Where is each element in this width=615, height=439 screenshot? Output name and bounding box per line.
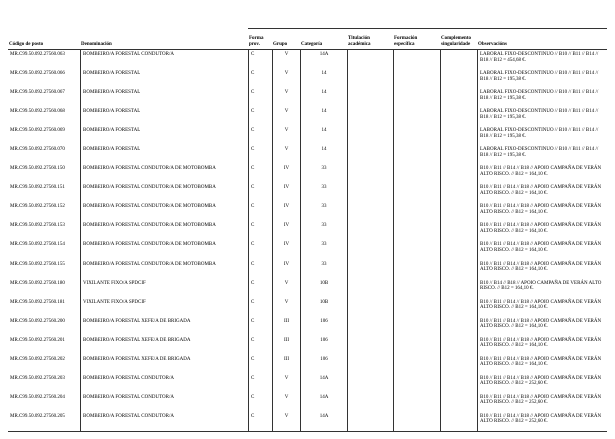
cell-complemento-singularidade [440, 107, 477, 126]
cell-grupo: V [272, 50, 300, 69]
cell-formacion-especifica [393, 221, 440, 240]
column-header-forma-prov [248, 28, 272, 49]
cell-observacions: LABORAL FIXO-DESCONTINUO // B10 // B11 // B14 // B18 // B12 = 195,38 €. [477, 88, 607, 107]
cell-codigo-de-posto: MR.C99.50.092.27560.200 [10, 318, 65, 324]
cell-forma-prov: C [248, 183, 272, 202]
cell-categoria: 10B [300, 279, 347, 298]
cell-formacion-especifica [393, 279, 440, 298]
cell-forma-prov: C [248, 202, 272, 221]
cell-observacions: LABORAL FIXO-DESCONTINUO // B10 // B11 // B14 // B18 // B12 = 195,38 €. [477, 126, 607, 145]
cell-titulacion-academica [347, 240, 393, 259]
cell-complemento-singularidade [440, 279, 477, 298]
cell-denominacion: BOMBEIRO/A FORESTAL [80, 126, 248, 145]
table-row [8, 393, 607, 412]
cell-observacions: B10 // B11 // B14 // B18 // APOIO CAMPAÑA DE VERÁN ALTO RISCO. // B12 = 252,60 €. [477, 374, 607, 393]
cell-denominacion: BOMBEIRO/A FORESTAL XEFE/A DE BRIGADA [80, 355, 248, 374]
cell-codigo-de-posto: MR.C99.50.092.27560.154 [10, 242, 65, 248]
cell-formacion-especifica [393, 240, 440, 259]
cell-titulacion-academica [347, 412, 393, 431]
cell-codigo-de-posto: MR.C99.50.092.27560.181 [10, 299, 65, 305]
cell-categoria: 33 [300, 240, 347, 259]
cell-formacion-especifica [393, 69, 440, 88]
cell-observacions: LABORAL FIXO-DESCONTINUO // B10 // B11 // B14 // B18 // B12 = 195,38 €. [477, 107, 607, 126]
cell-titulacion-academica [347, 317, 393, 336]
cell-grupo: III [272, 336, 300, 355]
cell-formacion-especifica [393, 50, 440, 69]
table-row [8, 88, 607, 107]
cell-forma-prov: C [248, 336, 272, 355]
cell-denominacion: BOMBEIRO/A FORESTAL CONDUTOR/A DE MOTOBOMBA [80, 202, 248, 221]
table-row [8, 50, 607, 69]
cell-formacion-especifica [393, 126, 440, 145]
cell-titulacion-academica [347, 260, 393, 279]
cell-denominacion: BOMBEIRO/A FORESTAL CONDUTOR/A [80, 412, 248, 431]
cell-codigo-de-posto: MR.C99.50.092.27560.070 [10, 147, 65, 153]
cell-forma-prov: C [248, 260, 272, 279]
cell-denominacion: BOMBEIRO/A FORESTAL XEFE/A DE BRIGADA [80, 336, 248, 355]
cell-denominacion: BOMBEIRO/A FORESTAL CONDUTOR/A [80, 50, 248, 69]
cell-grupo: V [272, 107, 300, 126]
cell-observacions: B10 // B11 // B14 // B18 // APOIO CAMPAÑA DE VERÁN ALTO RISCO. // B12 = 164,10 €. [477, 298, 607, 317]
cell-complemento-singularidade [440, 240, 477, 259]
cell-grupo: V [272, 145, 300, 164]
cell-codigo-de-posto: MR.C99.50.092.27560.153 [10, 223, 65, 229]
table-row [8, 374, 607, 393]
cell-categoria: 14 [300, 145, 347, 164]
cell-titulacion-academica [347, 183, 393, 202]
cell-complemento-singularidade [440, 298, 477, 317]
cell-complemento-singularidade [440, 50, 477, 69]
cell-formacion-especifica [393, 393, 440, 412]
cell-grupo: IV [272, 183, 300, 202]
cell-denominacion: BOMBEIRO/A FORESTAL CONDUTOR/A [80, 374, 248, 393]
cell-complemento-singularidade [440, 88, 477, 107]
cell-categoria: 33 [300, 164, 347, 183]
cell-forma-prov: C [248, 298, 272, 317]
cell-complemento-singularidade [440, 336, 477, 355]
cell-categoria: 33 [300, 183, 347, 202]
cell-titulacion-academica [347, 164, 393, 183]
cell-denominacion: BOMBEIRO/A FORESTAL [80, 145, 248, 164]
column-header-titulacion-academica [347, 28, 393, 49]
cell-categoria: 14A [300, 50, 347, 69]
cell-grupo: III [272, 317, 300, 336]
cell-observacions: B10 // B11 // B14 // B18 // APOIO CAMPAÑA DE VERÁN ALTO RISCO. // B12 = 164,10 €. [477, 336, 607, 355]
cell-codigo-de-posto: MR.C99.50.092.27560.069 [10, 128, 65, 134]
cell-formacion-especifica [393, 412, 440, 431]
cell-categoria: 33 [300, 202, 347, 221]
cell-denominacion: BOMBEIRO/A FORESTAL CONDUTOR/A DE MOTOBOMBA [80, 164, 248, 183]
cell-complemento-singularidade [440, 145, 477, 164]
cell-titulacion-academica [347, 50, 393, 69]
table-row [8, 260, 607, 279]
cell-titulacion-academica [347, 107, 393, 126]
cell-formacion-especifica [393, 317, 440, 336]
cell-codigo-de-posto: MR.C99.50.092.27560.155 [10, 261, 65, 267]
cell-complemento-singularidade [440, 202, 477, 221]
cell-forma-prov: C [248, 317, 272, 336]
cell-formacion-especifica [393, 88, 440, 107]
cell-formacion-especifica [393, 355, 440, 374]
column-header-label: Categoría [301, 42, 323, 47]
cell-forma-prov: C [248, 88, 272, 107]
cell-categoria: 14A [300, 374, 347, 393]
table-row [8, 145, 607, 164]
cell-complemento-singularidade [440, 260, 477, 279]
cell-forma-prov: C [248, 50, 272, 69]
cell-formacion-especifica [393, 183, 440, 202]
cell-formacion-especifica [393, 145, 440, 164]
table-header-row [8, 28, 607, 50]
cell-codigo-de-posto: MR.C99.50.092.27560.202 [10, 356, 65, 362]
cell-complemento-singularidade [440, 183, 477, 202]
cell-observacions: B10 // B11 // B14 // B18 // APOIO CAMPAÑA DE VERÁN ALTO RISCO. // B12 = 252,60 €. [477, 412, 607, 431]
cell-titulacion-academica [347, 279, 393, 298]
column-header-label: Grupo [273, 42, 288, 47]
cell-codigo-de-posto: MR.C99.50.092.27560.201 [10, 337, 65, 343]
table-row [8, 221, 607, 240]
cell-observacions: B10 // B11 // B14 // B18 // APOIO CAMPAÑA DE VERÁN ALTO RISCO. // B12 = 164,10 €. [477, 240, 607, 259]
cell-formacion-especifica [393, 202, 440, 221]
cell-forma-prov: C [248, 412, 272, 431]
cell-formacion-especifica [393, 260, 440, 279]
cell-titulacion-academica [347, 69, 393, 88]
cell-observacions: B10 // B11 // B14 // B18 // APOIO CAMPAÑA DE VERÁN ALTO RISCO. // B12 = 164,10 €. [477, 164, 607, 183]
column-header-categoria [300, 28, 347, 49]
column-header-label: Observacións [478, 42, 507, 47]
cell-grupo: V [272, 393, 300, 412]
cell-complemento-singularidade [440, 355, 477, 374]
cell-titulacion-academica [347, 88, 393, 107]
cell-denominacion: VIXILANTE FIXO/A SPDCIF [80, 298, 248, 317]
cell-grupo: IV [272, 221, 300, 240]
posts-table [8, 28, 607, 432]
cell-grupo: V [272, 374, 300, 393]
cell-forma-prov: C [248, 164, 272, 183]
cell-titulacion-academica [347, 374, 393, 393]
cell-codigo-de-posto: MR.C99.50.092.27560.150 [10, 166, 65, 172]
cell-titulacion-academica [347, 221, 393, 240]
cell-categoria: 14 [300, 126, 347, 145]
cell-complemento-singularidade [440, 126, 477, 145]
cell-grupo: V [272, 88, 300, 107]
cell-denominacion: BOMBEIRO/A FORESTAL XEFE/A DE BRIGADA [80, 317, 248, 336]
cell-forma-prov: C [248, 355, 272, 374]
cell-titulacion-academica [347, 202, 393, 221]
cell-observacions: B10 // B11 // B14 // B18 // APOIO CAMPAÑA DE VERÁN ALTO RISCO. // B12 = 164,10 €. [477, 260, 607, 279]
cell-observacions: B10 // B11 // B14 // B18 // APOIO CAMPAÑA DE VERÁN ALTO RISCO. // B12 = 164,10 €. [477, 355, 607, 374]
column-header-label: Forma prov. [249, 36, 264, 47]
cell-grupo: V [272, 412, 300, 431]
cell-grupo: V [272, 126, 300, 145]
cell-grupo: III [272, 355, 300, 374]
cell-observacions: B10 // B14 // B18 // APOIO CAMPAÑA DE VERÁN ALTO RISCO. // B12 = 164,10 €. [477, 279, 607, 298]
cell-forma-prov: C [248, 279, 272, 298]
cell-categoria: 106 [300, 336, 347, 355]
cell-grupo: IV [272, 164, 300, 183]
cell-titulacion-academica [347, 336, 393, 355]
cell-denominacion: BOMBEIRO/A FORESTAL [80, 69, 248, 88]
cell-categoria: 106 [300, 317, 347, 336]
cell-codigo-de-posto: MR.C99.50.092.27560.203 [10, 375, 65, 381]
cell-codigo-de-posto: MR.C99.50.092.27560.152 [10, 204, 65, 210]
cell-categoria: 14 [300, 69, 347, 88]
cell-codigo-de-posto: MR.C99.50.092.27560.063 [10, 52, 65, 57]
table-row [8, 202, 607, 221]
column-header-complemento-singularidade [440, 28, 477, 49]
cell-complemento-singularidade [440, 393, 477, 412]
cell-complemento-singularidade [440, 412, 477, 431]
cell-categoria: 14A [300, 393, 347, 412]
cell-denominacion: BOMBEIRO/A FORESTAL CONDUTOR/A DE MOTOBOMBA [80, 221, 248, 240]
cell-categoria: 14A [300, 412, 347, 431]
cell-codigo-de-posto: MR.C99.50.092.27560.066 [10, 71, 65, 77]
cell-forma-prov: C [248, 126, 272, 145]
cell-titulacion-academica [347, 145, 393, 164]
cell-observacions: LABORAL FIXO-DESCONTINUO // B10 // B11 // B14 // B18 // B12 = 195,38 €. [477, 69, 607, 88]
cell-categoria: 14 [300, 107, 347, 126]
cell-codigo-de-posto: MR.C99.50.092.27560.151 [10, 185, 65, 191]
cell-forma-prov: C [248, 374, 272, 393]
cell-observacions: B10 // B11 // B14 // B18 // APOIO CAMPAÑA DE VERÁN ALTO RISCO. // B12 = 164,10 €. [477, 317, 607, 336]
cell-observacions: B10 // B11 // B14 // B18 // APOIO CAMPAÑA DE VERÁN ALTO RISCO. // B12 = 164,10 €. [477, 221, 607, 240]
cell-formacion-especifica [393, 164, 440, 183]
table-row [8, 336, 607, 355]
column-header-observacions [477, 28, 607, 49]
cell-forma-prov: C [248, 393, 272, 412]
cell-formacion-especifica [393, 298, 440, 317]
table-row [8, 317, 607, 336]
cell-codigo-de-posto: MR.C99.50.092.27560.204 [10, 394, 65, 400]
cell-observacions: LABORAL FIXO-DESCONTINUO // B10 // B11 // B14 // B18 // B12 = 195,38 €. [477, 145, 607, 164]
column-header-label: Complemento singularidade [441, 36, 471, 47]
cell-titulacion-academica [347, 355, 393, 374]
cell-denominacion: VIXILANTE FIXO/A SPDCIF [80, 279, 248, 298]
cell-denominacion: BOMBEIRO/A FORESTAL CONDUTOR/A DE MOTOBOMBA [80, 260, 248, 279]
column-header-denominacion [80, 28, 248, 49]
cell-grupo: V [272, 69, 300, 88]
cell-observacions: B10 // B11 // B14 // B18 // APOIO CAMPAÑA DE VERÁN ALTO RISCO. // B12 = 164,10 €. [477, 202, 607, 221]
cell-titulacion-academica [347, 126, 393, 145]
cell-forma-prov: C [248, 145, 272, 164]
cell-forma-prov: C [248, 107, 272, 126]
table-row [8, 126, 607, 145]
cell-grupo: IV [272, 260, 300, 279]
cell-denominacion: BOMBEIRO/A FORESTAL [80, 88, 248, 107]
table-row [8, 279, 607, 298]
column-header-formacion-especifica [393, 28, 440, 49]
column-header-codigo-de-posto [8, 28, 80, 49]
cell-complemento-singularidade [440, 374, 477, 393]
cell-titulacion-academica [347, 393, 393, 412]
cell-grupo: IV [272, 240, 300, 259]
cell-formacion-especifica [393, 107, 440, 126]
cell-grupo: IV [272, 202, 300, 221]
cell-forma-prov: C [248, 221, 272, 240]
cell-denominacion: BOMBEIRO/A FORESTAL [80, 107, 248, 126]
cell-codigo-de-posto: MR.C99.50.092.27560.068 [10, 109, 65, 115]
table-row [8, 355, 607, 374]
table-row [8, 164, 607, 183]
cell-categoria: 14 [300, 88, 347, 107]
cell-grupo: V [272, 298, 300, 317]
cell-formacion-especifica [393, 336, 440, 355]
cell-observacions: B10 // B11 // B14 // B18 // APOIO CAMPAÑA DE VERÁN ALTO RISCO. // B12 = 164,10 €. [477, 183, 607, 202]
cell-categoria: 33 [300, 221, 347, 240]
cell-observacions: B10 // B11 // B14 // B18 // APOIO CAMPAÑA DE VERÁN ALTO RISCO. // B12 = 252,60 €. [477, 393, 607, 412]
table-body [8, 50, 607, 432]
cell-codigo-de-posto: MR.C99.50.092.27560.180 [10, 280, 65, 286]
cell-codigo-de-posto: MR.C99.50.092.27560.205 [10, 413, 65, 419]
table-row [8, 240, 607, 259]
column-header-grupo [272, 28, 300, 49]
cell-denominacion: BOMBEIRO/A FORESTAL CONDUTOR/A DE MOTOBOMBA [80, 183, 248, 202]
column-header-label: Denominación [81, 42, 112, 47]
table-row [8, 298, 607, 317]
cell-forma-prov: C [248, 240, 272, 259]
cell-titulacion-academica [347, 298, 393, 317]
cell-complemento-singularidade [440, 221, 477, 240]
table-row [8, 183, 607, 202]
cell-categoria: 33 [300, 260, 347, 279]
cell-formacion-especifica [393, 374, 440, 393]
cell-denominacion: BOMBEIRO/A FORESTAL CONDUTOR/A DE MOTOBOMBA [80, 240, 248, 259]
cell-complemento-singularidade [440, 164, 477, 183]
column-header-label: Código de posto [9, 42, 44, 47]
cell-complemento-singularidade [440, 317, 477, 336]
column-header-label: Titulación académica [348, 36, 371, 47]
cell-categoria: 10B [300, 298, 347, 317]
cell-complemento-singularidade [440, 69, 477, 88]
table-row [8, 412, 607, 431]
table-row [8, 69, 607, 88]
cell-denominacion: BOMBEIRO/A FORESTAL CONDUTOR/A [80, 393, 248, 412]
cell-grupo: V [272, 279, 300, 298]
table-row [8, 107, 607, 126]
cell-codigo-de-posto: MR.C99.50.092.27560.067 [10, 90, 65, 96]
column-header-label: Formación específica [394, 36, 418, 47]
cell-observacions: LABORAL FIXO-DESCONTINUO // B10 // B11 // B14 // B18 // B12 = 454,68 €. [477, 50, 607, 69]
cell-categoria: 106 [300, 355, 347, 374]
cell-forma-prov: C [248, 69, 272, 88]
